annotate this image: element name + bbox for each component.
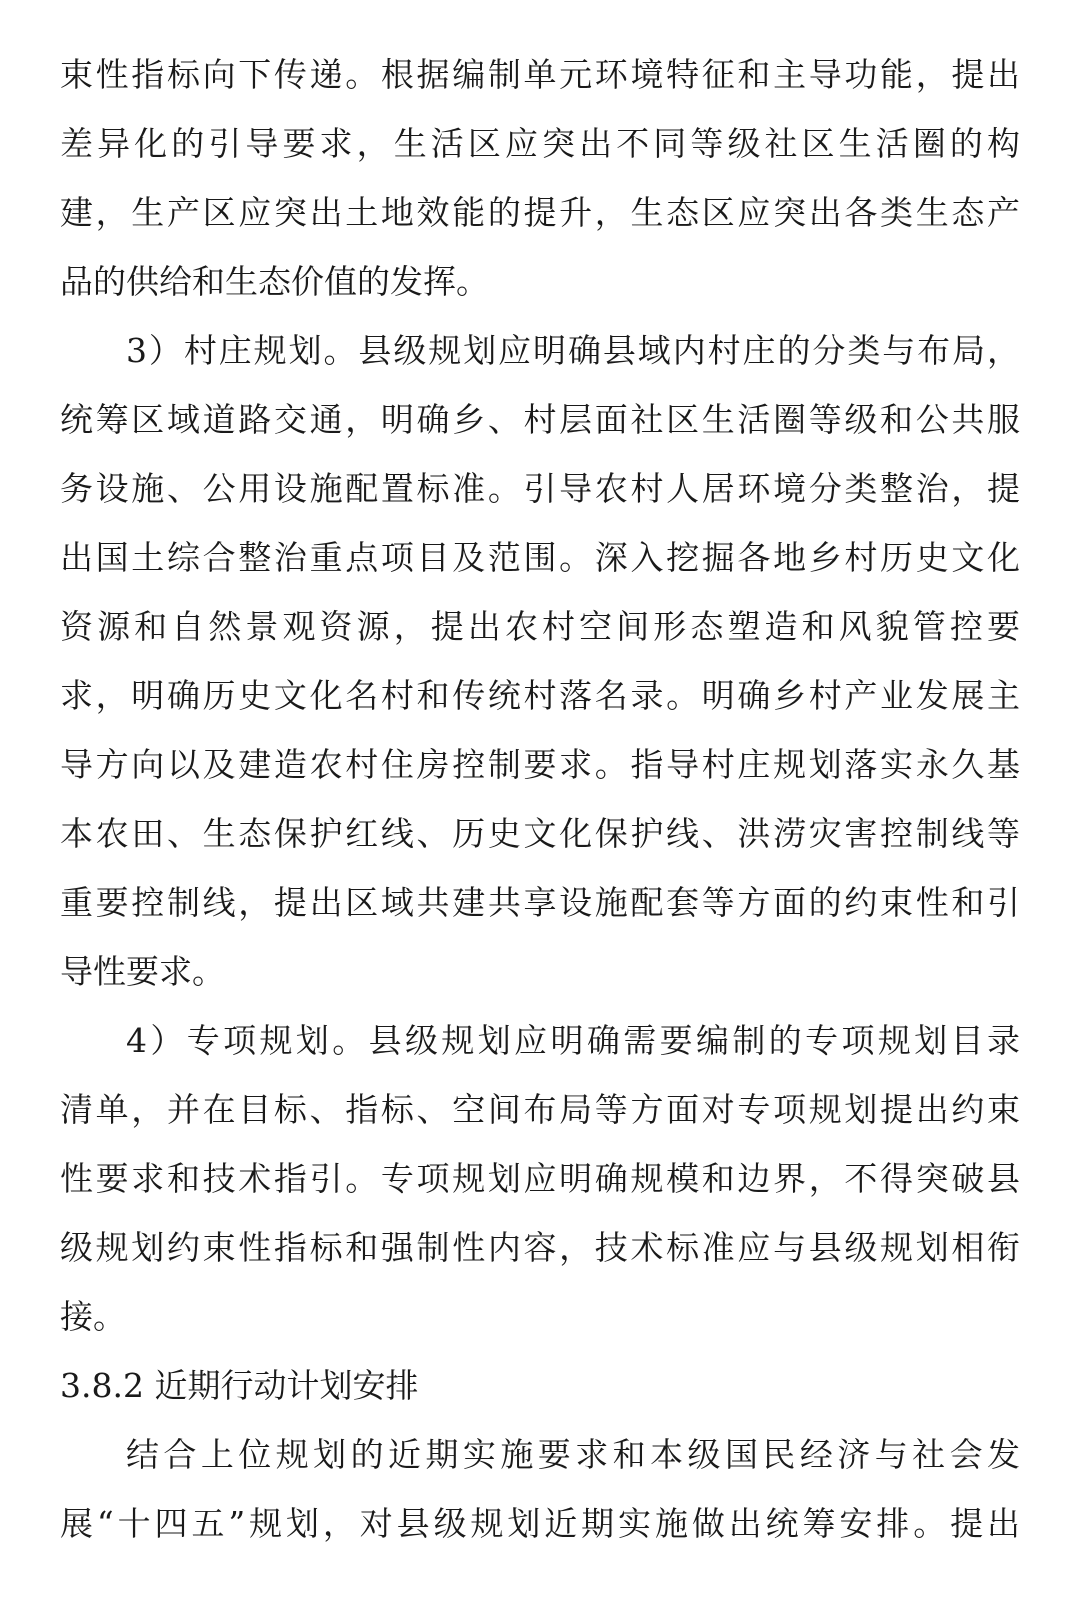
text-line: 重要控制线，提出区域共建共享设施配套等方面的约束性和引 — [60, 883, 1020, 922]
text-line: 束性指标向下传递。根据编制单元环境特征和主导功能，提出 — [60, 55, 1020, 94]
text-line: 品的供给和生态价值的发挥。 — [60, 262, 489, 301]
text-line: 统筹区域道路交通，明确乡、村层面社区生活圈等级和公共服 — [60, 400, 1020, 439]
text-line: 3）村庄规划。县级规划应明确县域内村庄的分类与布局， — [126, 331, 1020, 370]
text-line: 4）专项规划。县级规划应明确需要编制的专项规划目录 — [126, 1021, 1020, 1060]
text-line: 务设施、公用设施配置标准。引导农村人居环境分类整治，提 — [60, 469, 1020, 508]
text-line: 出国土综合整治重点项目及范围。深入挖掘各地乡村历史文化 — [60, 538, 1020, 577]
text-line: 结合上位规划的近期实施要求和本级国民经济与社会发 — [126, 1435, 1020, 1474]
section-heading: 3.8.2 近期行动计划安排 — [60, 1366, 419, 1405]
text-line: 清单，并在目标、指标、空间布局等方面对专项规划提出约束 — [60, 1090, 1020, 1129]
text-line: 差异化的引导要求，生活区应突出不同等级社区生活圈的构 — [60, 124, 1020, 163]
text-line: 资源和自然景观资源，提出农村空间形态塑造和风貌管控要 — [60, 607, 1020, 646]
text-line: 求，明确历史文化名村和传统村落名录。明确乡村产业发展主 — [60, 676, 1020, 715]
text-line: 导性要求。 — [60, 952, 225, 991]
text-line: 级规划约束性指标和强制性内容，技术标准应与县级规划相衔 — [60, 1228, 1020, 1267]
text-line: 接。 — [60, 1297, 126, 1336]
text-line: 建，生产区应突出土地效能的提升，生态区应突出各类生态产 — [60, 193, 1020, 232]
text-line: 性要求和技术指引。专项规划应明确规模和边界，不得突破县 — [60, 1159, 1020, 1198]
text-line: 本农田、生态保护红线、历史文化保护线、洪涝灾害控制线等 — [60, 814, 1020, 853]
text-line: 展“十四五”规划，对县级规划近期实施做出统筹安排。提出 — [60, 1504, 1020, 1543]
text-line: 导方向以及建造农村住房控制要求。指导村庄规划落实永久基 — [60, 745, 1020, 784]
